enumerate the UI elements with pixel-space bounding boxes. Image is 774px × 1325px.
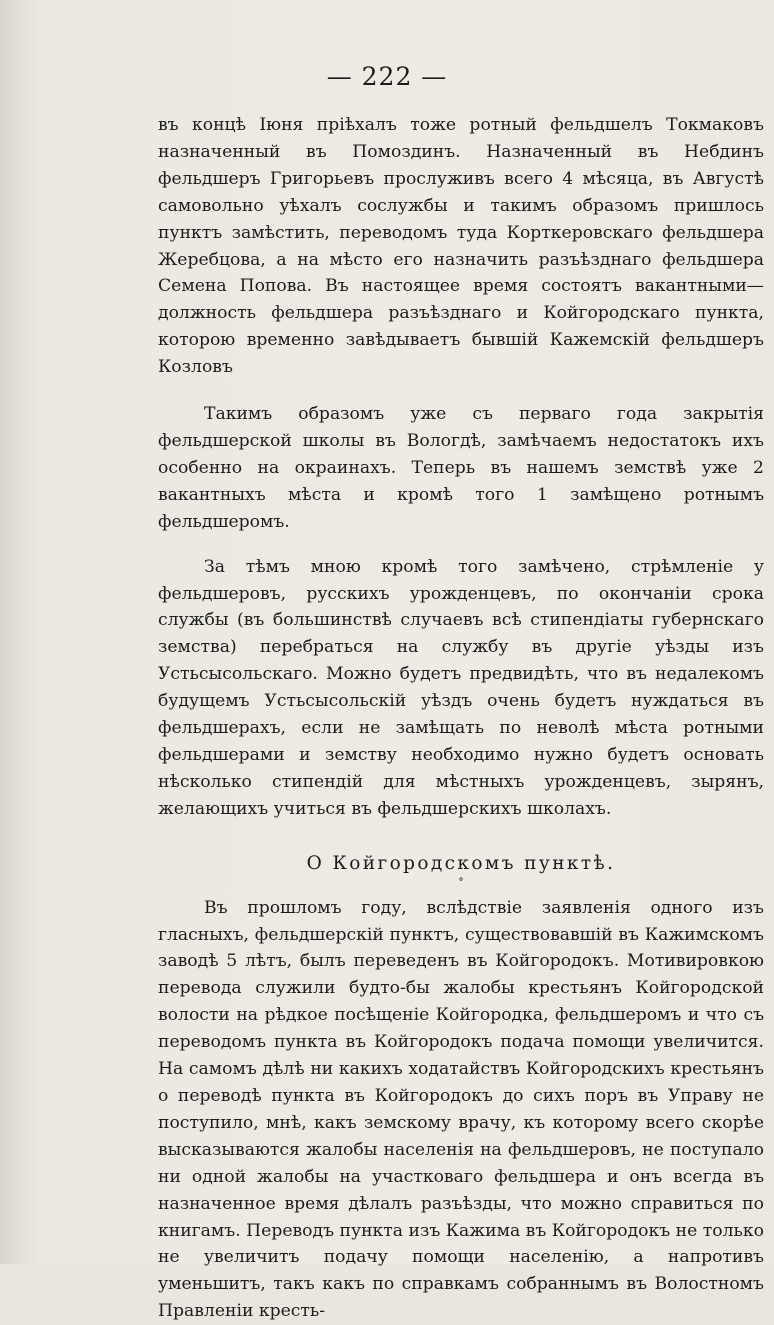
page-number: — 222 — xyxy=(326,62,448,91)
section-heading: О Койгородскомъ пунктѣ. xyxy=(306,852,616,874)
paragraph-observation: За тѣмъ мною кромѣ того замѣчено, стрѣмленiе у фельдшеровъ, русскихъ урожденцевъ, по окончанiи срока службы (въ большинствѣ случаевъ всѣ стипендiаты губернскаго земства) перебраться на службу въ другiе уѣзды изъ Устьсысольскаго. Можно будетъ предвидѣть, что въ недалекомъ будущемъ Устьсысольскiй уѣздъ очень будетъ нуждаться въ фельдшерахъ, если не замѣщать по неволѣ мѣста ротными фельдшерами и земству необходимо нужно будетъ основать нѣсколько стипендiй для мѣстныхъ урожденцевъ, зырянъ, желающихъ учиться въ фельдшерскихъ школахъ. xyxy=(158,556,764,819)
section-heading-mark: ˚ xyxy=(458,876,464,891)
document-body xyxy=(158,112,764,1325)
paragraph-continuation: въ концѣ Iюня прiѣхалъ тоже ротный фельдшелъ Токмаковъ назначенный въ Помоздинъ. Назначенный въ Небдинъ фельдшеръ Григорьевъ прослуживъ всего 4 мѣсяца, въ Августѣ самовольно уѣхалъ сослужбы и такимъ образомъ пришлось пунктъ замѣстить, переводомъ туда Корткеровскаго фельдшера Жеребцова, а на мѣсто его назначить разъѣзднаго фельдшера Семена Попова. Въ настоящее время состоятъ вакантными—должность фельдшера разъѣзднаго и Койгородскаго пункта, которою временно завѣдываетъ бывшiй Кажемскiй фельдшеръ Козловъ xyxy=(158,115,764,378)
paragraph-shortage: Такимъ образомъ уже съ перваго года закрытiя фельдшерской школы въ Вологдѣ, замѣчаемъ недостатокъ ихъ особенно на окраинахъ. Теперь въ нашемъ земствѣ уже 2 вакантныхъ мѣста и кромѣ того 1 замѣщено ротнымъ фельдшеромъ. xyxy=(158,404,764,532)
paragraph-koygorodok: Въ прошломъ году, вслѣдствiе заявленiя одного изъ гласныхъ, фельдшерскiй пунктъ, существовавшiй въ Кажимскомъ заводѣ 5 лѣтъ, былъ переведенъ въ Койгородокъ. Мотивировкою перевода служили будто-бы жалобы крестьянъ Койгородской волости на рѣдкое посѣщенiе Койгородка, фельдшеромъ и что съ переводомъ пункта въ Койгородокъ подача помощи увеличится. На самомъ дѣлѣ ни какихъ ходатайствъ Койгородскихъ крестьянъ о переводѣ пункта въ Койгородокъ до сихъ поръ въ Управу не поступило, мнѣ, какъ земскому врачу, къ которому всего скорѣе высказываются жалобы населенiя на фельдшеровъ, не поступало ни одной жалобы на участковаго фельдшера и онъ всегда въ назначенное время дѣлалъ разъѣзды, что можно справиться по книгамъ. Переводъ пункта изъ Кажима въ Койгородокъ не только не увеличитъ подачу помощи населенiю, а напротивъ уменьшитъ, такъ какъ по справкамъ собраннымъ въ Волостномъ Правленiи кресть- xyxy=(158,897,764,1322)
